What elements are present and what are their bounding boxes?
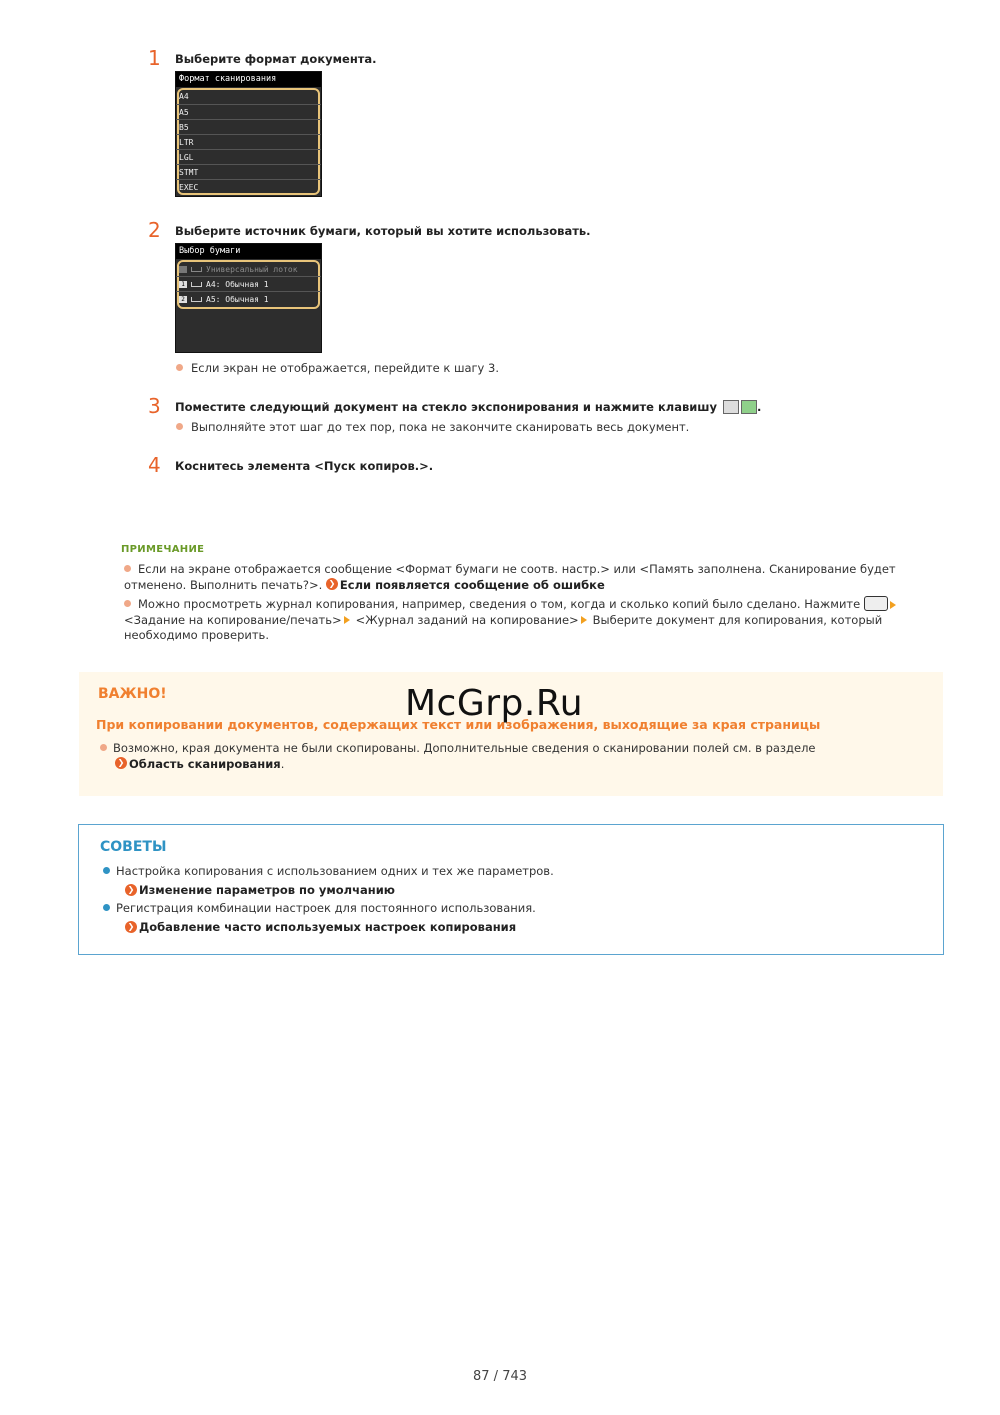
bullet-icon bbox=[124, 600, 131, 607]
link-arrow-icon: ❯ bbox=[326, 578, 338, 590]
tray-icon bbox=[191, 282, 202, 287]
format-option-exec[interactable]: EXEC bbox=[179, 183, 199, 192]
step-2-number: 2 bbox=[148, 218, 161, 242]
tip-item-2 bbox=[103, 901, 536, 915]
note-item-2-final-text: Выберите документ для копирования, который необходимо проверить. bbox=[124, 612, 883, 642]
scan-format-screen bbox=[175, 71, 322, 197]
format-option-a4[interactable]: A4 bbox=[176, 89, 321, 105]
error-message-link[interactable]: ❯ Если появляется сообщение об ошибке bbox=[326, 578, 605, 592]
paper-option-label: A5: Обычная 1 bbox=[206, 295, 269, 304]
step-4-number: 4 bbox=[148, 453, 161, 477]
tips-box bbox=[78, 824, 944, 955]
bullet-icon bbox=[176, 423, 183, 430]
arrow-right-icon bbox=[890, 601, 896, 609]
note-item-2 bbox=[124, 597, 946, 644]
bullet-icon bbox=[124, 565, 131, 572]
status-monitor-key-icon bbox=[864, 596, 888, 611]
format-option-stmt[interactable]: STMT bbox=[176, 165, 321, 180]
step-2-title: Выберите источник бумаги, который вы хотите использовать. bbox=[175, 224, 591, 238]
step-3-note bbox=[176, 420, 689, 434]
drawer-2-icon: 2 bbox=[179, 296, 187, 303]
tips-heading: СОВЕТЫ bbox=[100, 839, 167, 855]
step-3-period: . bbox=[757, 400, 762, 414]
note-item-2-text: Можно просмотреть журнал копирования, например, сведения о том, когда и сколько копий было сделано. Нажмите bbox=[138, 597, 861, 611]
bullet-icon bbox=[100, 744, 107, 751]
link-arrow-icon: ❯ bbox=[125, 921, 137, 933]
step-3-title-text: Поместите следующий документ на стекло экспонирования и нажмите клавишу bbox=[175, 400, 718, 414]
bullet-icon bbox=[176, 364, 183, 371]
bullet-icon bbox=[103, 904, 110, 911]
paper-option-drawer-1[interactable] bbox=[176, 277, 321, 292]
format-option-ltr[interactable]: LTR bbox=[176, 135, 321, 150]
paper-select-screen bbox=[175, 243, 322, 353]
tip-item-1 bbox=[103, 864, 554, 878]
drawer-1-icon: 1 bbox=[179, 281, 187, 288]
link-arrow-icon: ❯ bbox=[115, 757, 127, 769]
start-key-green-icon bbox=[741, 400, 757, 414]
paper-option-label: Универсальный лоток bbox=[206, 265, 298, 274]
paper-option-drawer-2[interactable] bbox=[176, 292, 321, 307]
step-4-title: Коснитесь элемента <Пуск копиров.>. bbox=[175, 459, 434, 473]
tray-icon bbox=[191, 267, 202, 272]
important-subheading: При копировании документов, содержащих текст или изображения, выходящие за края страницы bbox=[96, 717, 821, 732]
important-text-body: Возможно, края документа не были скопированы. Дополнительные сведения о сканировании полей см. в разделе bbox=[113, 741, 816, 755]
paper-option-multipurpose-tray[interactable] bbox=[176, 262, 321, 277]
step-2-note-text: Если экран не отображается, перейдите к шагу 3. bbox=[191, 361, 499, 375]
tray-badge-icon bbox=[179, 266, 187, 273]
tray-icon bbox=[191, 297, 202, 302]
note-item-1 bbox=[124, 562, 942, 593]
format-option-b5[interactable]: B5 bbox=[176, 120, 321, 135]
arrow-right-icon bbox=[344, 616, 350, 624]
step-3-title bbox=[175, 400, 761, 415]
tip-item-1-text: Настройка копирования с использованием одних и тех же параметров. bbox=[116, 864, 554, 878]
step-3-number: 3 bbox=[148, 394, 161, 418]
default-settings-link-text: Изменение параметров по умолчанию bbox=[139, 883, 395, 897]
start-key-icon bbox=[723, 400, 739, 414]
step-1-number: 1 bbox=[148, 46, 161, 70]
step-3-note-text: Выполняйте этот шаг до тех пор, пока не закончите сканировать весь документ. bbox=[191, 420, 690, 434]
important-heading: ВАЖНО! bbox=[98, 686, 167, 702]
menu-path-copy-job-log: <Журнал заданий на копирование> bbox=[355, 612, 579, 627]
menu-path-copy-print-job: <Задание на копирование/печать> bbox=[124, 612, 342, 627]
default-settings-link[interactable] bbox=[125, 883, 395, 897]
page-separator: / bbox=[493, 1369, 499, 1384]
favorite-settings-link[interactable] bbox=[125, 920, 516, 934]
page-number bbox=[0, 1369, 1000, 1384]
note-heading: ПРИМЕЧАНИЕ bbox=[121, 544, 205, 555]
paper-select-screen-title: Выбор бумаги bbox=[176, 244, 321, 259]
scan-area-link[interactable]: ❯ Область сканирования bbox=[115, 757, 281, 771]
page-current: 87 bbox=[472, 1369, 490, 1384]
step-2-note bbox=[176, 361, 499, 375]
bullet-icon bbox=[103, 867, 110, 874]
tip-item-2-text: Регистрация комбинации настроек для постоянного использования. bbox=[116, 901, 536, 915]
format-option-lgl[interactable]: LGL bbox=[176, 150, 321, 165]
page-total: 743 bbox=[502, 1369, 528, 1384]
favorite-settings-link-text: Добавление часто используемых настроек копирования bbox=[139, 920, 517, 934]
watermark: McGrp.Ru bbox=[405, 683, 584, 724]
arrow-right-icon bbox=[581, 616, 587, 624]
important-text bbox=[100, 741, 920, 772]
important-period: . bbox=[280, 756, 285, 771]
link-arrow-icon: ❯ bbox=[125, 884, 137, 896]
note-item-1-text: Если на экране отображается сообщение <Формат бумаги не соотв. настр.> или <Память заполнена. Сканирование будет отменено. Выполнить печать?>. bbox=[124, 562, 896, 592]
paper-option-label: A4: Обычная 1 bbox=[206, 280, 269, 289]
format-option-a5[interactable]: A5 bbox=[176, 105, 321, 120]
scan-format-screen-title: Формат сканирования bbox=[176, 72, 321, 87]
step-1-title: Выберите формат документа. bbox=[175, 52, 377, 66]
